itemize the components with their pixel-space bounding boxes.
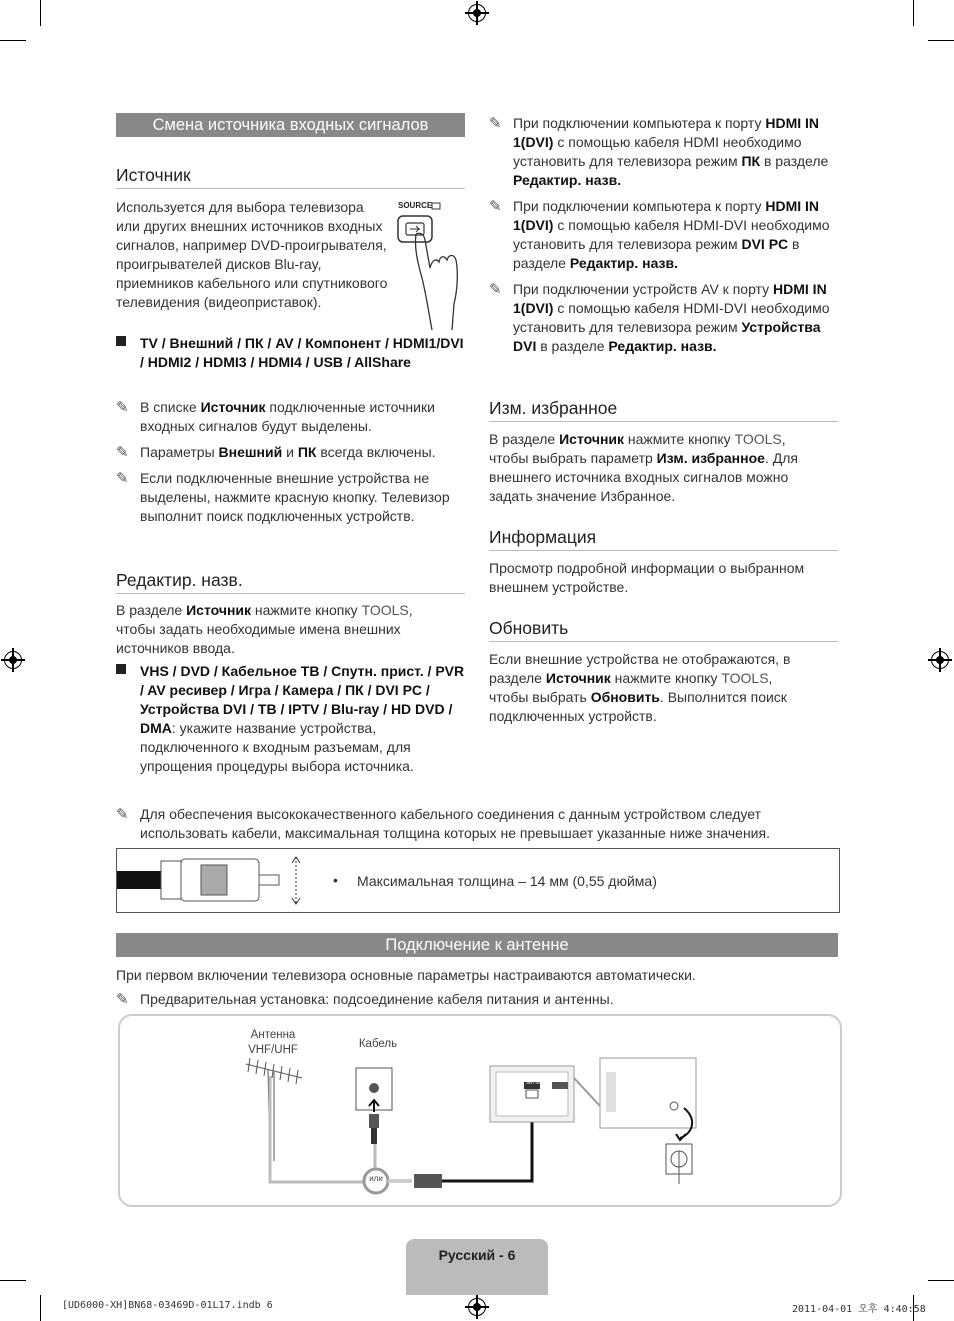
cable-spec-bullet: • — [333, 872, 338, 888]
registration-mark-icon — [468, 4, 486, 22]
note-pencil-icon: ✎ — [489, 281, 502, 298]
note-source-highlight: ✎ В списке Источник подключенные источники входных сигналов будут выделены. — [116, 399, 435, 434]
label-ant-in: ANT IN — [526, 1080, 540, 1085]
print-date-info: 2011-04-01 오후 4:40:58 — [792, 1304, 926, 1315]
note-hdmi-dvi-pc: ✎ При подключении компьютера к порту HDMI IN 1(DVI) с помощью кабеля HDMI-DVI необходимо установить для телевизора режим DVI PC в разделе Редактир. назв. — [489, 198, 830, 271]
crop-mark — [928, 40, 954, 41]
bullet-square-icon — [116, 664, 126, 674]
note-pencil-icon: ✎ — [489, 115, 502, 132]
label-cable: Кабель — [358, 1038, 398, 1050]
heading-refresh: Обновить — [489, 618, 838, 642]
note-hdmi-dvi-av: ✎ При подключении устройств AV к порту HDMI IN 1(DVI) с помощью кабеля HDMI-DVI необходимо установить для телевизора режим Устройства DVI в разделе Редактир. назв. — [489, 281, 830, 354]
crop-mark — [0, 40, 26, 41]
source-button-label: SOURCE — [398, 201, 433, 210]
hand-pressing-icon — [392, 198, 468, 330]
print-file-info: [UD6000-XH]BN68-03469D-01L17.indb 6 — [62, 1300, 273, 1311]
crop-mark — [40, 1295, 41, 1321]
bullet-square-icon — [116, 336, 126, 346]
note-pencil-icon: ✎ — [116, 444, 129, 461]
heading-information: Информация — [489, 527, 838, 551]
crop-mark — [0, 1280, 26, 1281]
note-pencil-icon: ✎ — [116, 806, 129, 823]
crop-mark — [40, 0, 41, 26]
antenna-wiring-icon — [120, 1016, 840, 1205]
note-preset: ✎ Предварительная установка: подсоединение кабеля питания и антенны. — [116, 991, 614, 1008]
note-pencil-icon: ✎ — [116, 399, 129, 416]
refresh-text: Если внешние устройства не отображаются, в разделе Источник нажмите кнопку TOOLS, чтобы выбрать Обновить. Выполнится поиск подключенных устройств. — [489, 651, 791, 724]
label-antenna: Антенна VHF/UHF — [248, 1029, 298, 1056]
note-pencil-icon: ✎ — [116, 470, 129, 487]
cable-spec-text: Максимальная толщина – 14 мм (0,55 дюйма) — [357, 873, 657, 889]
cable-plug-icon — [117, 849, 307, 912]
source-list-bullet — [116, 334, 470, 372]
crop-mark — [928, 1280, 954, 1281]
crop-mark — [913, 0, 914, 26]
note-red-button: ✎ Если подключенные внешние устройства не выделены, нажмите красную кнопку. Телевизор выполнит поиск подключенных устройств. — [116, 470, 450, 524]
heading-source: Источник — [116, 165, 465, 189]
registration-mark-icon — [4, 651, 22, 669]
page-number: Русский - 6 — [438, 1247, 516, 1263]
heading-rename: Редактир. назв. — [116, 570, 465, 594]
section-banner-antenna: Подключение к антенне — [116, 933, 838, 957]
cable-spec-box — [116, 848, 840, 913]
section-banner-source-change: Смена источника входных сигналов — [116, 113, 465, 137]
antenna-text: При первом включении телевизора основные параметры настраиваются автоматически. — [116, 967, 696, 983]
heading-favorites: Изм. избранное — [489, 398, 838, 422]
favorites-text: В разделе Источник нажмите кнопку TOOLS, чтобы выбрать параметр Изм. избранное. Для внешнего источника входных сигналов можно задать значение Избранное. — [489, 431, 798, 504]
note-pencil-icon: ✎ — [489, 198, 502, 215]
note-pencil-icon: ✎ — [116, 991, 129, 1008]
source-intro: Используется для выбора телевизора или других внешних источников входных сигналов, например DVD-проигрывателя, проигрывателей дисков Blu-ray, приемников кабельного или спутникового телевидения (видеоприставок). — [116, 199, 388, 310]
rename-list-bullet: VHS / DVD / Кабельное ТВ / Спутн. прист. / PVR / AV ресивер / Игра / Камера / ПК / DVI PC / Устройства DVI / TB / IPTV / Blu-ray / HD DVD / DMA: укажите название устройства, подключенного к входным разъемам, для упрощения процедуры выбора источника. — [116, 662, 470, 776]
antenna-connection-diagram — [118, 1014, 842, 1207]
information-text: Просмотр подробной информации о выбранном внешнем устройстве. — [489, 560, 805, 595]
note-always-on: ✎ Параметры Внешний и ПК всегда включены. — [116, 444, 436, 461]
source-remote-illustration — [392, 198, 468, 330]
note-hdmi-pc: ✎ При подключении компьютера к порту HDMI IN 1(DVI) с помощью кабеля HDMI необходимо установить для телевизора режим ПК в разделе Редактир. назв. — [489, 115, 829, 188]
note-cable-thickness: ✎ Для обеспечения высококачественного кабельного соединения с данным устройством следует использовать кабели, максимальная толщина которых не превышает указанные ниже значения. — [116, 806, 770, 841]
label-or: или — [369, 1174, 383, 1183]
rename-text: В разделе Источник нажмите кнопку TOOLS, чтобы задать необходимые имена внешних источников ввода. — [116, 602, 413, 656]
registration-mark-icon — [931, 651, 949, 669]
source-list: TV / Внешний / ПК / AV / Компонент / HDMI1/DVI / HDMI2 / HDMI3 / HDMI4 / USB / AllShare — [140, 335, 464, 370]
registration-mark-icon — [468, 1298, 486, 1316]
